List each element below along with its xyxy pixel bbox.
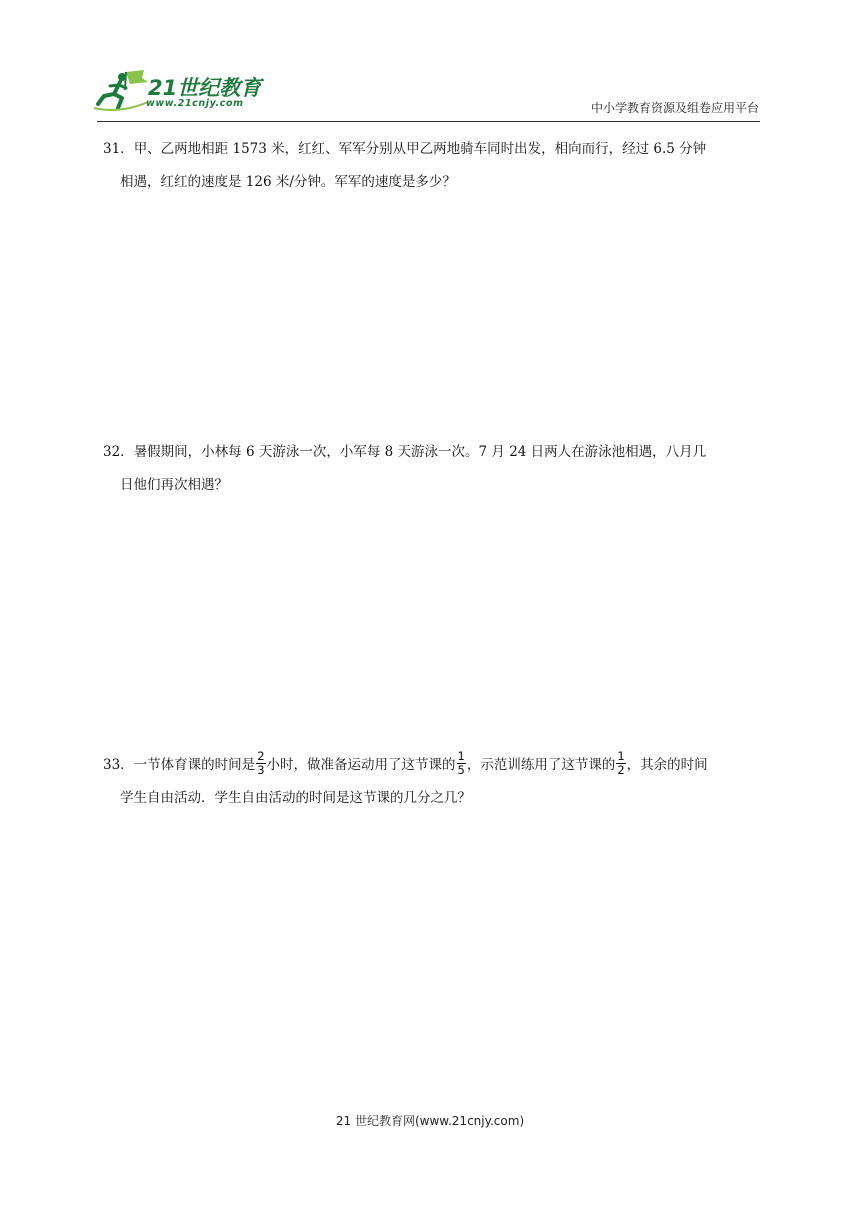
header-platform-text: 中小学教育资源及组卷应用平台 xyxy=(590,101,759,115)
question-line xyxy=(103,436,763,469)
page-footer: 21 世纪教育网(www.21cnjy.com) xyxy=(335,1114,525,1128)
question-line xyxy=(103,133,763,166)
question-text: 相遇，红红的速度是 126 米/分钟。军军的速度是多少？ xyxy=(120,174,456,190)
fraction-numerator: 2 xyxy=(257,749,265,763)
question-text: ，示范训练用了这节课的 xyxy=(466,757,616,773)
question-text: 暑假期间，小林每 6 天游泳一次，小军每 8 天游泳一次。7 月 24 日两人在游泳池相遇，八月几 xyxy=(133,444,707,460)
question-31 xyxy=(103,133,763,199)
logo-url-text: www.21cnjy.com xyxy=(146,98,244,109)
question-text: 日他们再次相遇？ xyxy=(120,477,228,493)
question-32 xyxy=(103,436,763,502)
runner-logo-icon xyxy=(92,68,152,114)
logo xyxy=(92,68,267,114)
page-header xyxy=(0,0,860,125)
fraction xyxy=(256,750,265,777)
question-33 xyxy=(103,749,763,815)
question-text: ，其余的时间 xyxy=(626,757,708,773)
fraction xyxy=(457,750,466,777)
question-number: 31． xyxy=(103,141,134,157)
question-number: 33． xyxy=(103,757,134,773)
fraction-numerator: 1 xyxy=(617,749,625,763)
question-number: 32． xyxy=(103,444,134,460)
fraction-denominator: 3 xyxy=(257,763,265,777)
fraction-denominator: 5 xyxy=(457,763,465,777)
question-text: 学生自由活动．学生自由活动的时间是这节课的几分之几？ xyxy=(120,790,471,806)
question-line xyxy=(103,749,763,782)
fraction-numerator: 1 xyxy=(457,749,465,763)
question-text: 小时，做准备运动用了这节课的 xyxy=(266,757,456,773)
logo-brand-text: 21世纪教育 xyxy=(148,76,262,100)
header-divider xyxy=(97,121,760,122)
question-text: 一节体育课的时间是 xyxy=(133,757,256,773)
fraction xyxy=(616,750,625,777)
question-text: 甲、乙两地相距 1573 米，红红、军军分别从甲乙两地骑车同时出发，相向而行，经过 6.5 分钟 xyxy=(133,141,707,157)
fraction-denominator: 2 xyxy=(617,763,625,777)
